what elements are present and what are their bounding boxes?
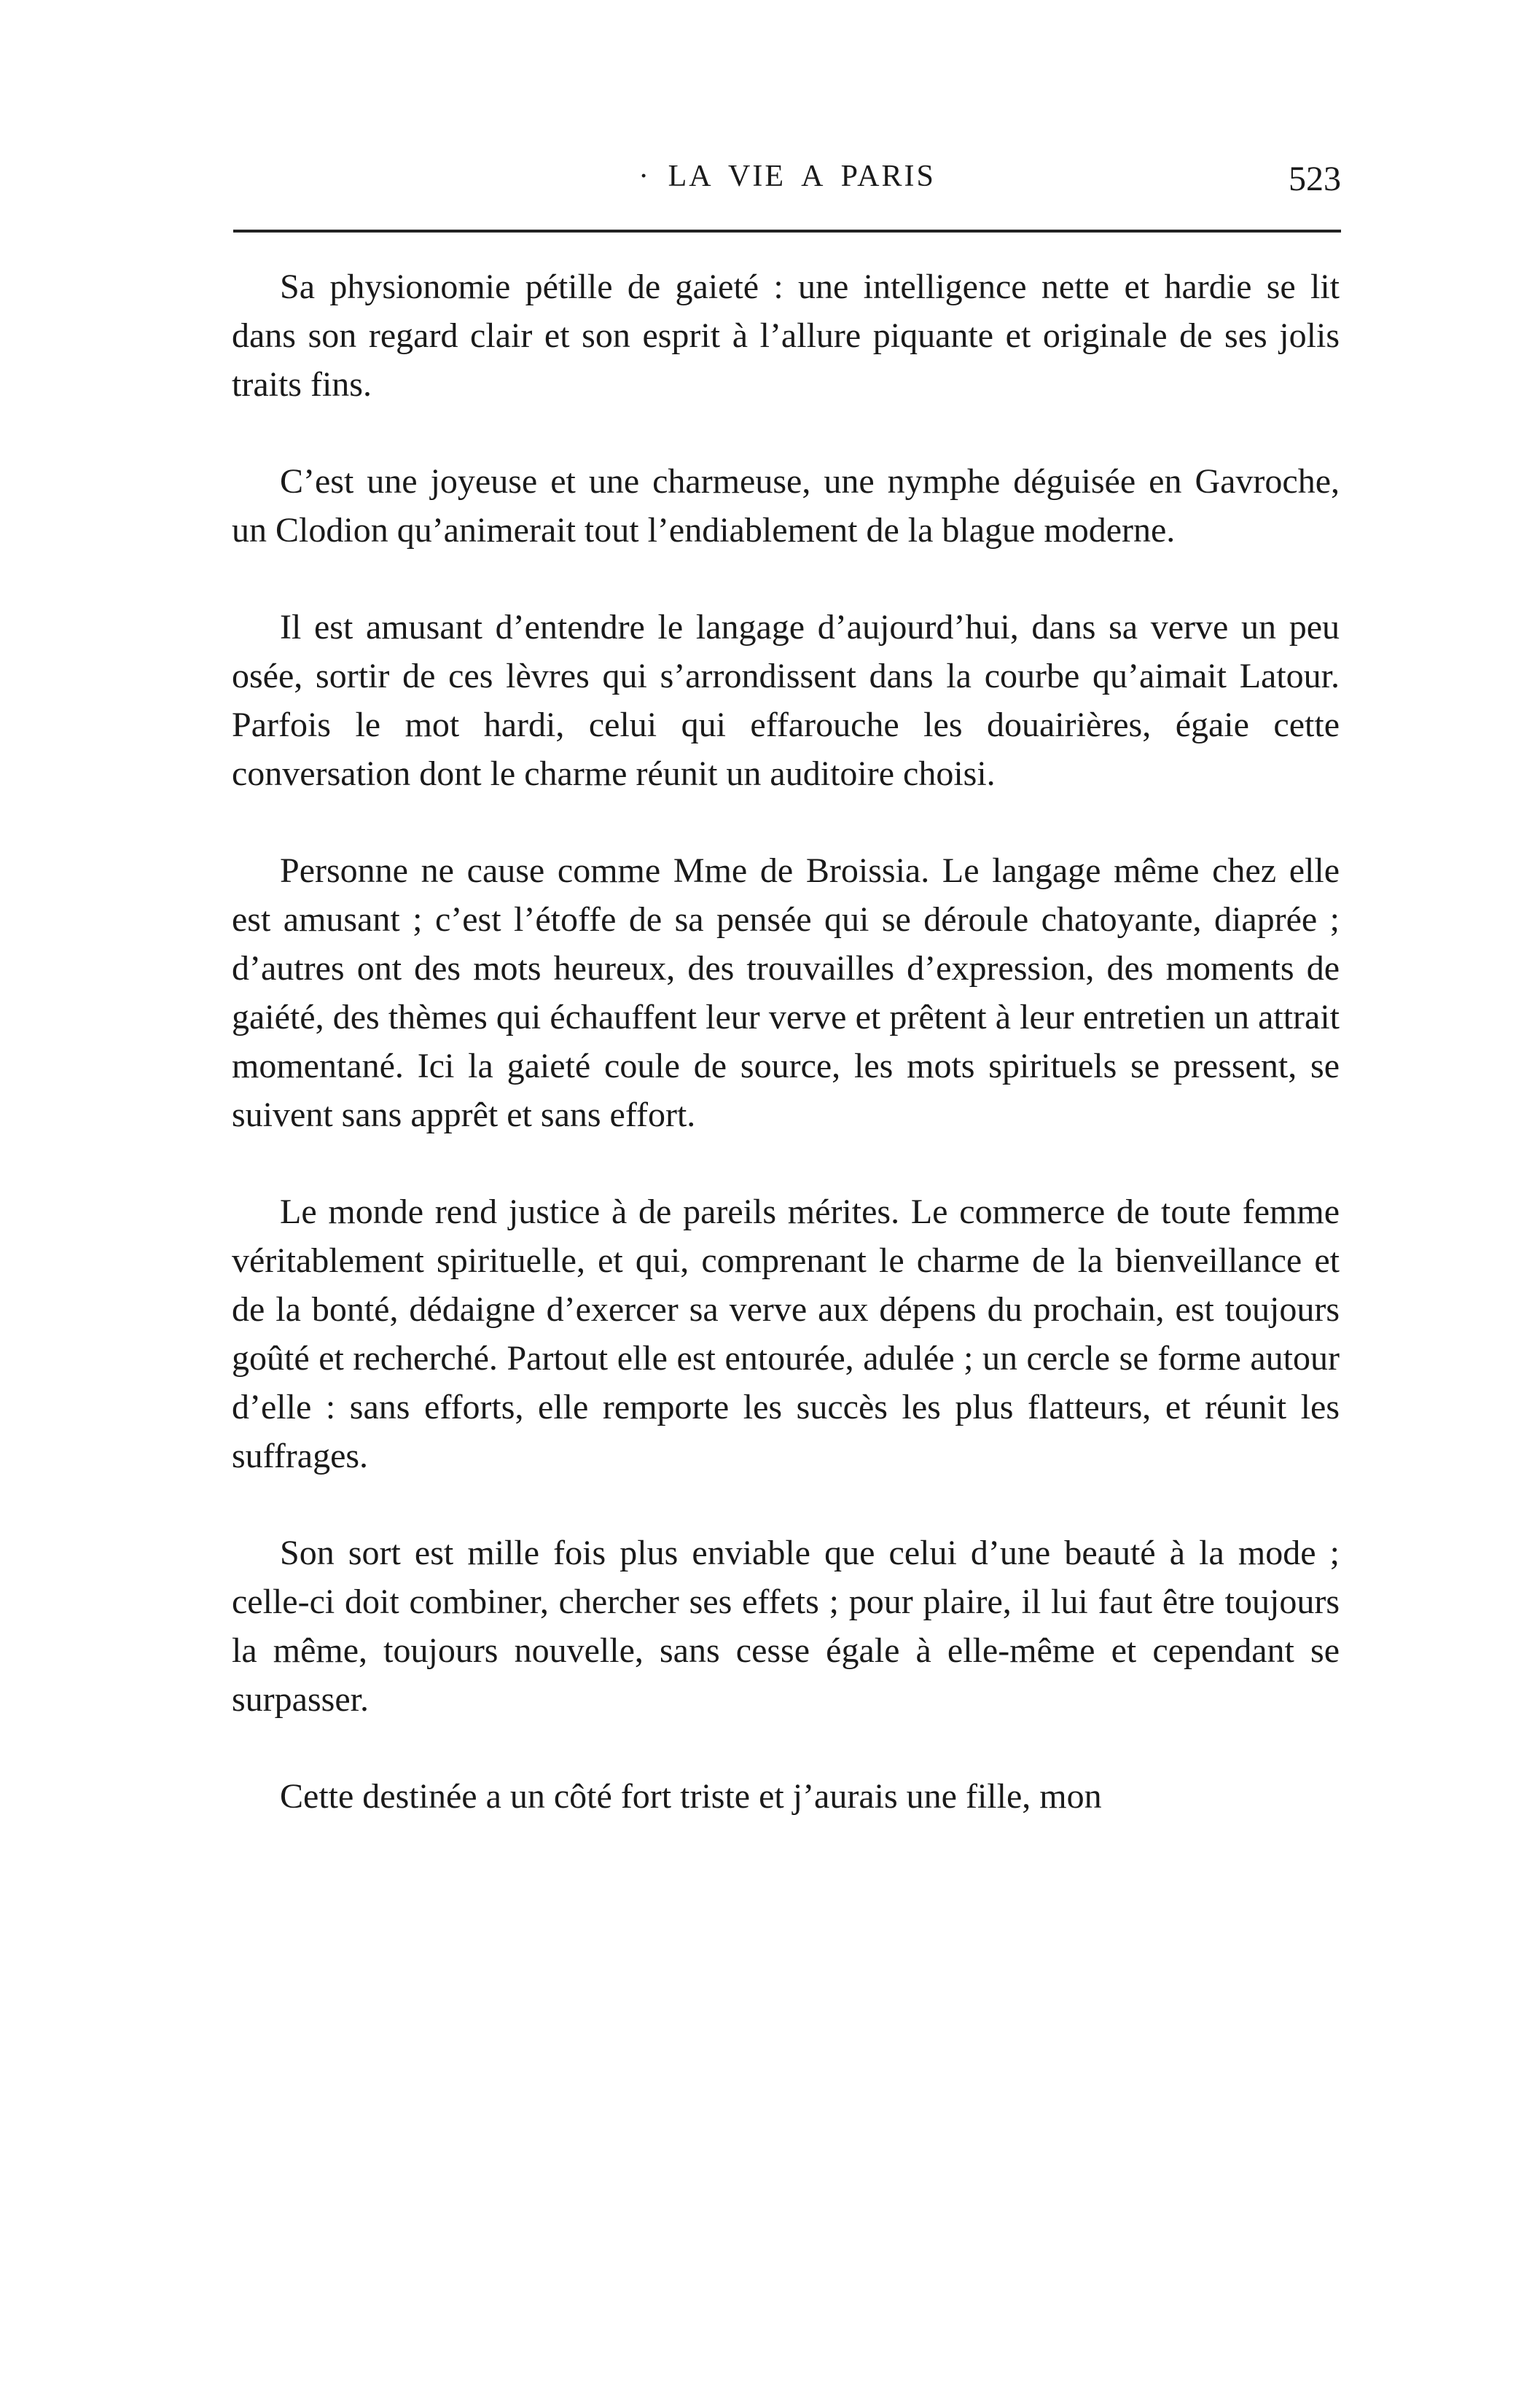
paragraph: Sa physionomie pétille de gaieté : une intelligence nette et hardie se lit dans son regard clair et son esprit à l’allure piquante et originale de ses jolis traits fins. — [232, 268, 1340, 404]
running-head — [233, 159, 1341, 210]
paragraph: Il est amusant d’entendre le langage d’aujourd’hui, dans sa verve un peu osée, sortir de ces lèvres qui s’arrondissent dans la courbe qu’aimait Latour. Parfois le mot hardi, celui qui effarouche les douairières, égaie cette conversation dont le charme réunit un auditoire choisi. — [232, 608, 1340, 793]
paragraph: C’est une joyeuse et une charmeuse, une nymphe déguisée en Gavroche, un Clodion qu’animerait tout l’endiablement de la blague moderne. — [232, 462, 1340, 550]
paragraph: Le monde rend justice à de pareils mérites. Le commerce de toute femme véritablement spirituelle, et qui, comprenant le charme de la bienveillance et de la bonté, dédaigne d’exercer sa verve aux dépens du prochain, est toujours goûté et recherché. Partout elle est entourée, adulée ; un cercle se forme autour d’elle : sans efforts, elle remporte les succès les plus flatteurs, et réunit les suffrages. — [232, 1192, 1340, 1475]
paragraph: Personne ne cause comme Mme de Broissia. Le langage même chez elle est amusant ; c’est l’étoffe de sa pensée qui se déroule chatoyante, diaprée ; d’autres ont des mots heureux, des trouvailles d’expression, des moments de gaiété, des thèmes qui échauffent leur verve et prêtent à leur entretien un attrait momentané. Ici la gaieté coule de source, les mots spirituels se pressent, se suivent sans apprêt et sans effort. — [232, 851, 1340, 1134]
running-title: · LA VIE A PARIS — [638, 160, 936, 193]
paragraph: Cette destinée a un côté fort triste et j’aurais une fille, mon — [280, 1777, 1102, 1816]
header-rule — [233, 230, 1341, 233]
paragraph: Son sort est mille fois plus enviable que celui d’une beauté à la mode ; celle-ci doit combiner, chercher ses effets ; pour plaire, il lui faut être toujours la même, toujours nouvelle, sans cesse égale à elle-même et cependant se surpasser. — [232, 1534, 1340, 1719]
body-text — [232, 262, 1340, 1821]
page-number: 523 — [1289, 160, 1341, 198]
